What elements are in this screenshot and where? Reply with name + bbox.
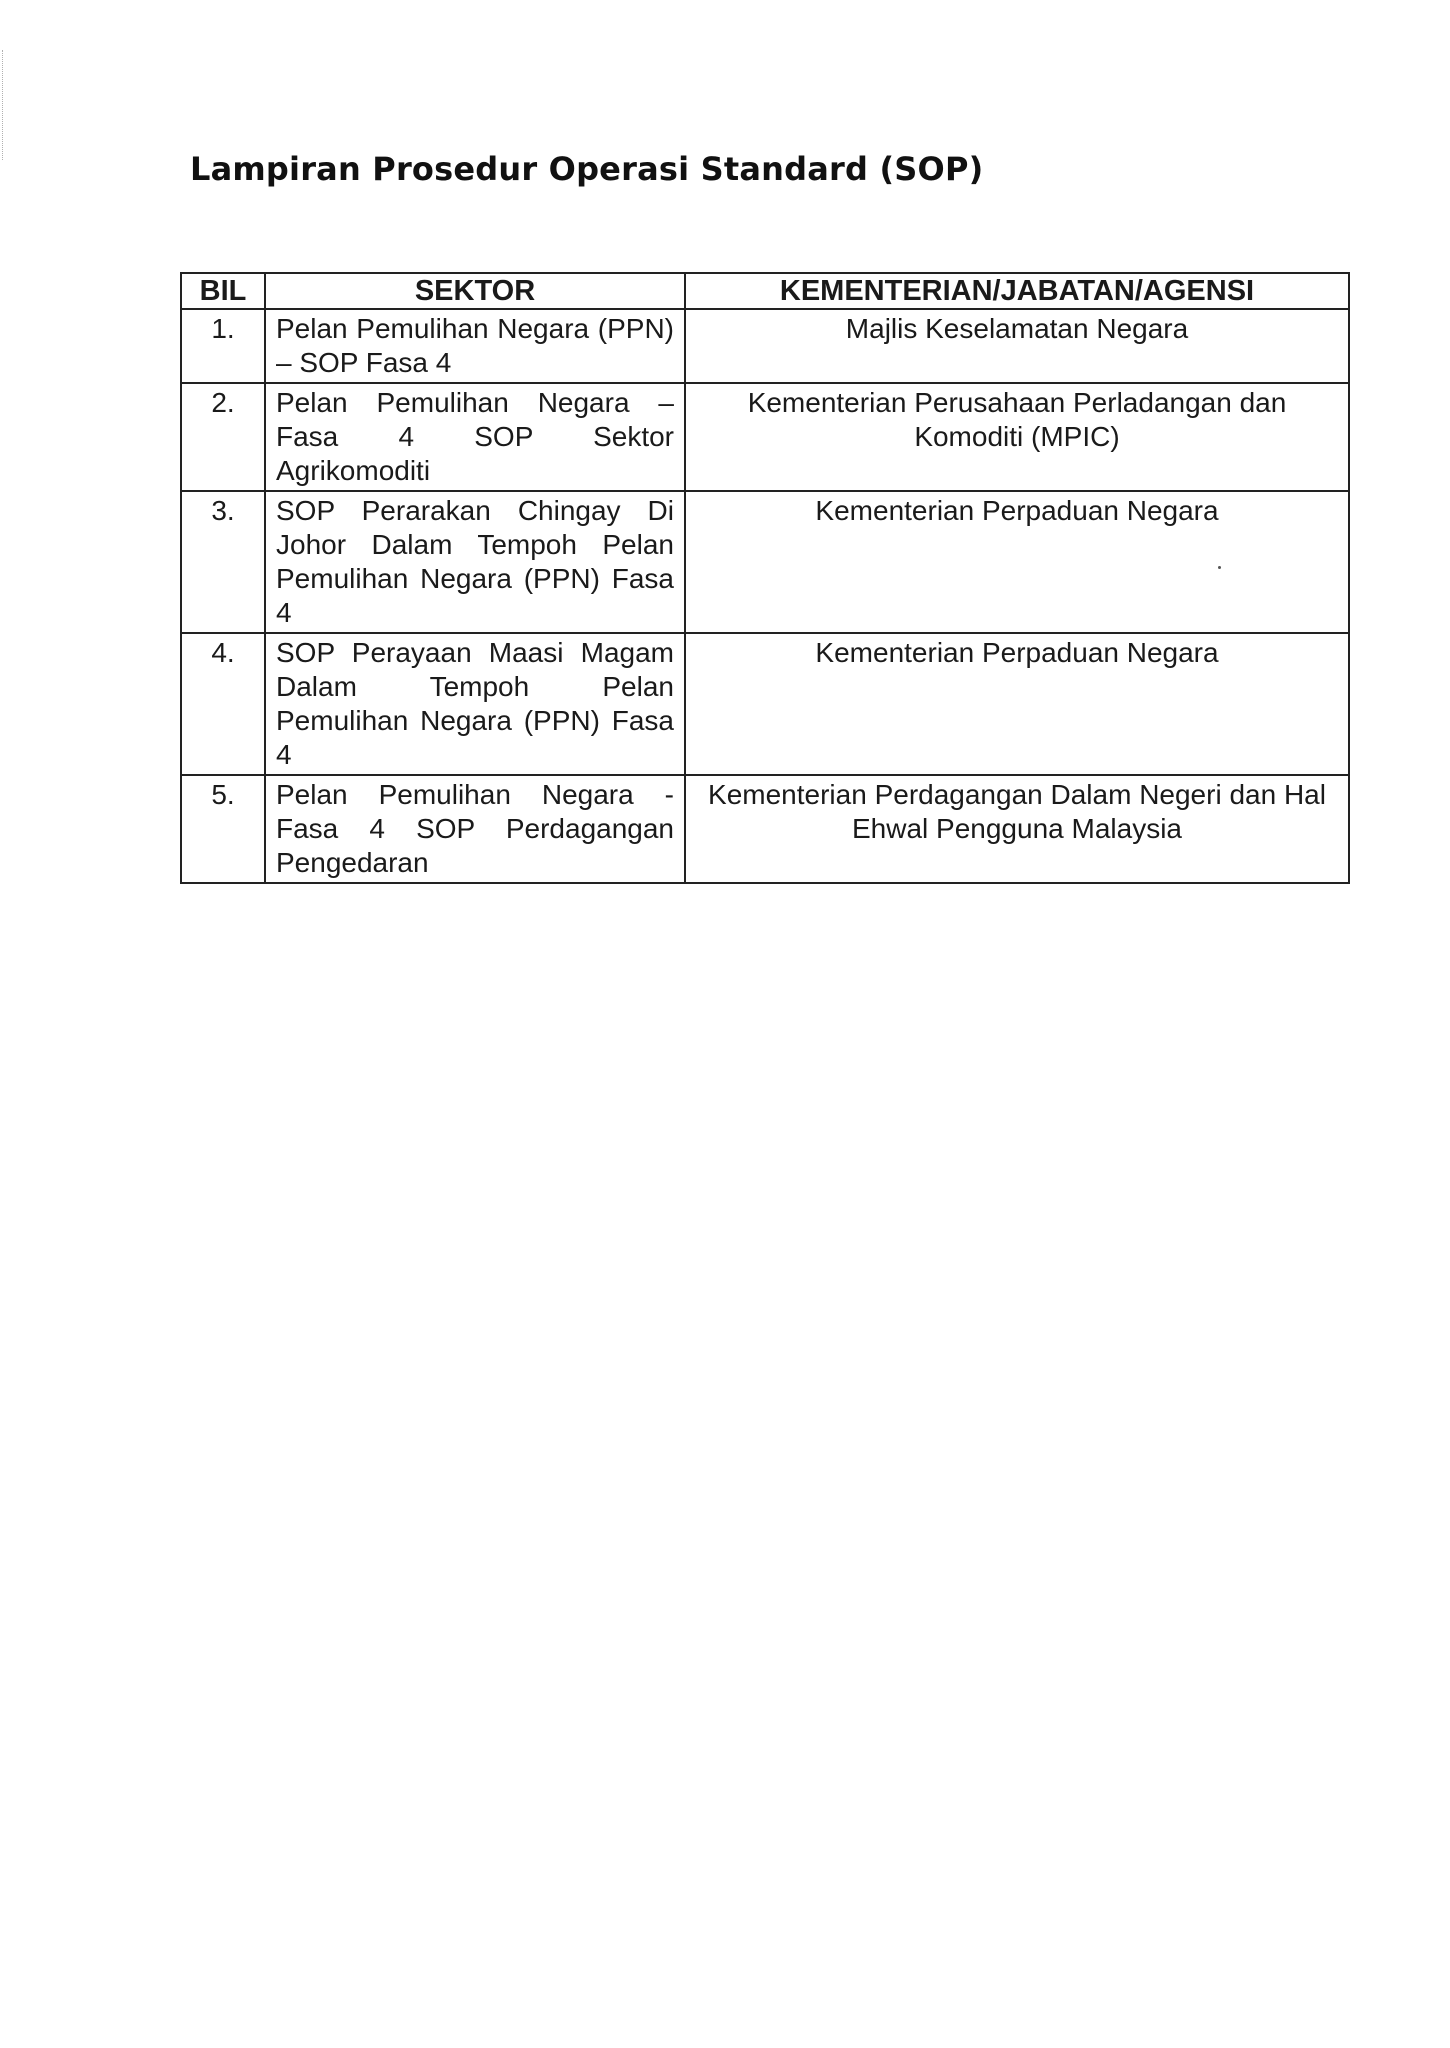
table-row <box>181 633 1349 775</box>
row-sektor: SOP Perarakan Chingay Di Johor Dalam Tempoh Pelan Pemulihan Negara (PPN) Fasa 4 <box>265 491 685 633</box>
table-header-row <box>181 273 1349 309</box>
table-row <box>181 383 1349 491</box>
row-bil: 4. <box>181 633 265 775</box>
table-row <box>181 309 1349 383</box>
row-bil: 1. <box>181 309 265 383</box>
row-kementerian: Kementerian Perpaduan Negara <box>685 491 1349 633</box>
page-title: Lampiran Prosedur Operasi Standard (SOP) <box>190 150 984 188</box>
row-sektor: SOP Perayaan Maasi Magam Dalam Tempoh Pelan Pemulihan Negara (PPN) Fasa 4 <box>265 633 685 775</box>
row-kementerian: Kementerian Perusahaan Perladangan dan Komoditi (MPIC) <box>685 383 1349 491</box>
row-kementerian: Kementerian Perdagangan Dalam Negeri dan Hal Ehwal Pengguna Malaysia <box>685 775 1349 883</box>
scan-margin-marks <box>2 50 6 160</box>
table-row <box>181 775 1349 883</box>
row-sektor: Pelan Pemulihan Negara (PPN) – SOP Fasa 4 <box>265 309 685 383</box>
row-bil: 2. <box>181 383 265 491</box>
sop-table <box>180 272 1350 884</box>
table-row <box>181 491 1349 633</box>
row-sektor: Pelan Pemulihan Negara – Fasa 4 SOP Sektor Agrikomoditi <box>265 383 685 491</box>
row-bil: 3. <box>181 491 265 633</box>
header-kementerian: KEMENTERIAN/JABATAN/AGENSI <box>685 273 1349 309</box>
row-kementerian: Majlis Keselamatan Negara <box>685 309 1349 383</box>
row-kementerian: Kementerian Perpaduan Negara <box>685 633 1349 775</box>
row-bil: 5. <box>181 775 265 883</box>
header-bil: BIL <box>181 273 265 309</box>
header-sektor: SEKTOR <box>265 273 685 309</box>
row-sektor: Pelan Pemulihan Negara - Fasa 4 SOP Perdagangan Pengedaran <box>265 775 685 883</box>
